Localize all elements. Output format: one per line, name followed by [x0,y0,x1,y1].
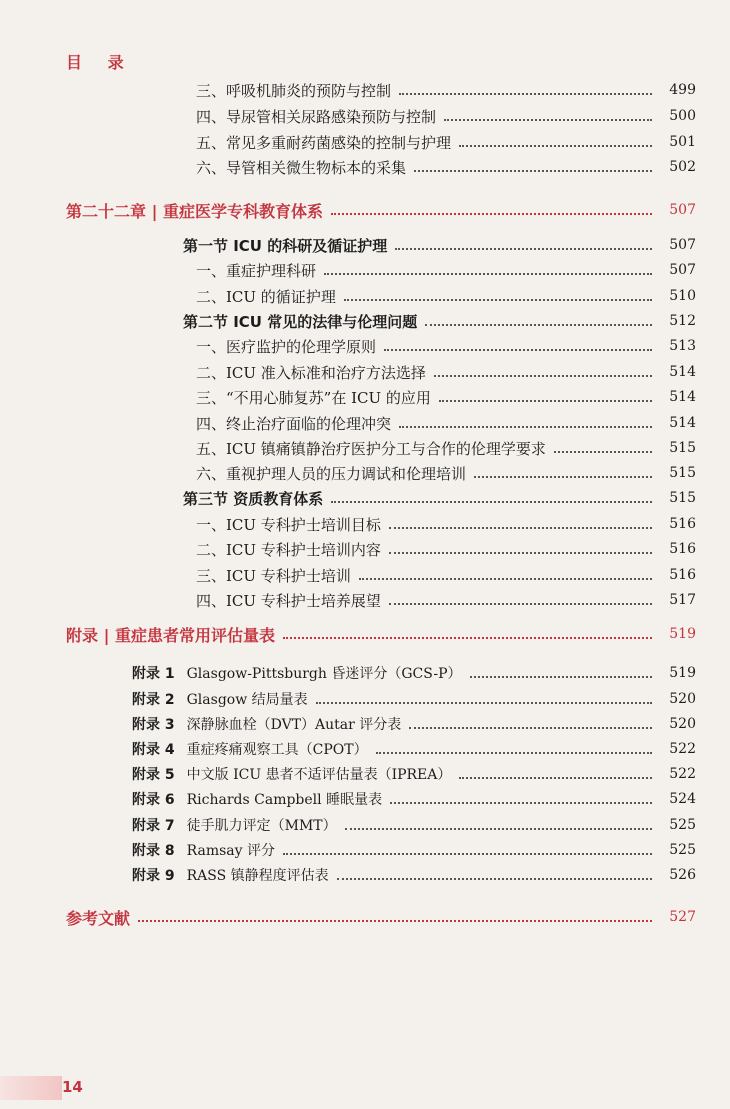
appendix-label: 徒手肌力评定（MMT） [186,818,337,834]
toc-entry-label: 六、导管相关微生物标本的采集 [196,158,407,177]
toc-entry-page: 514 [669,389,696,405]
appendix-entry[interactable] [132,788,696,810]
appendix-number: 附录 8 [132,843,175,859]
appendix-number: 附录 3 [132,717,175,733]
appendix-page: 519 [669,626,696,642]
section-heading[interactable] [183,310,696,332]
appendix-title: 附录 | 重症患者常用评估量表 [66,625,275,645]
dot-leader [554,451,652,453]
appendix-number: 附录 5 [132,767,175,783]
dot-leader [474,476,652,478]
appendix-entry[interactable] [132,864,696,886]
references-heading[interactable] [66,904,696,930]
page-header: 目 录 [66,53,134,72]
dot-leader [384,349,652,351]
toc-entry[interactable] [196,79,696,101]
toc-entry-page: 502 [669,159,696,175]
dot-leader [399,426,652,428]
appendix-page: 519 [669,665,696,681]
toc-entry-label: 一、重症护理科研 [196,261,317,280]
toc-entry-label: 六、重视护理人员的压力调试和伦理培训 [196,464,467,483]
dot-leader [359,578,652,580]
appendix-label: Richards Campbell 睡眠量表 [186,792,383,808]
appendix-page: 525 [669,817,696,833]
toc-entry-label: 三、ICU 专科护士培训 [196,566,351,585]
toc-entry-page: 513 [669,338,696,354]
toc-entry-page: 500 [669,108,696,124]
dot-leader [409,727,652,729]
toc-entry-page: 516 [669,541,696,557]
dot-leader [345,828,652,830]
toc-entry-page: 517 [669,592,696,608]
toc-entry[interactable] [196,131,696,153]
appendix-entry[interactable] [132,738,696,760]
appendix-page: 522 [669,766,696,782]
appendix-number: 附录 7 [132,818,175,834]
toc-entry-label: 一、ICU 专科护士培训目标 [196,515,381,534]
toc-entry[interactable] [196,564,696,586]
chapter-heading[interactable] [66,197,696,223]
toc-entry-label: 五、常见多重耐药菌感染的控制与护理 [196,133,452,152]
toc-entry-page: 507 [669,262,696,278]
appendix-number: 附录 4 [132,742,175,758]
section-title: 第一节 ICU 的科研及循证护理 [183,236,388,255]
dot-leader [395,248,652,250]
toc-entry-label: 二、ICU 准入标准和治疗方法选择 [196,363,426,382]
appendix-number: 附录 9 [132,868,175,884]
toc-entry-page: 515 [669,465,696,481]
appendix-label: RASS 镇静程度评估表 [186,868,329,884]
dot-leader [390,802,652,804]
toc-entry[interactable] [196,259,696,281]
dot-leader [414,170,652,172]
chapter-page: 507 [669,202,696,218]
section-title: 第二节 ICU 常见的法律与伦理问题 [183,312,418,331]
toc-entry-page: 514 [669,415,696,431]
toc-entry-page: 499 [669,82,696,98]
dot-leader [376,752,652,754]
dot-leader [434,375,652,377]
footer-accent-bar [0,1076,62,1100]
toc-entry[interactable] [196,412,696,434]
toc-entry-page: 516 [669,516,696,532]
appendix-entry[interactable] [132,662,696,684]
dot-leader [399,93,652,95]
appendix-page: 522 [669,741,696,757]
section-heading[interactable] [183,234,696,256]
appendix-label: Glasgow-Pittsburgh 昏迷评分（GCS-P） [186,666,462,682]
toc-entry-page: 516 [669,567,696,583]
dot-leader [389,552,652,554]
toc-entry-label: 四、导尿管相关尿路感染预防与控制 [196,107,437,126]
toc-entry-label: 一、医疗监护的伦理学原则 [196,337,377,356]
dot-leader [344,299,652,301]
references-title: 参考文献 [66,908,131,928]
appendix-label: Ramsay 评分 [186,843,275,859]
appendix-entry[interactable] [132,713,696,735]
dot-leader [331,213,652,215]
appendix-entry[interactable] [132,839,696,861]
appendix-number: 附录 2 [132,692,175,708]
appendix-entry[interactable] [132,763,696,785]
toc-entry[interactable] [196,513,696,535]
dot-leader [337,878,652,880]
appendix-entry[interactable] [132,814,696,836]
dot-leader [324,273,652,275]
dot-leader [459,145,652,147]
toc-entry[interactable] [196,156,696,178]
toc-entry-page: 514 [669,364,696,380]
toc-entry-page: 510 [669,288,696,304]
appendix-heading[interactable] [66,621,696,647]
toc-entry-label: 三、“不用心肺复苏”在 ICU 的应用 [196,388,431,407]
toc-entry[interactable] [196,386,696,408]
chapter-title: 第二十二章 | 重症医学专科教育体系 [66,201,323,221]
appendix-label: 中文版 ICU 患者不适评估量表（IPREA） [186,767,452,783]
section-page: 512 [669,313,696,329]
appendix-label: Glasgow 结局量表 [186,692,308,708]
section-title: 第三节 资质教育体系 [183,489,324,508]
toc-entry-label: 二、ICU 专科护士培训内容 [196,540,381,559]
dot-leader [316,702,652,704]
section-heading[interactable] [183,487,696,509]
dot-leader [331,501,652,503]
appendix-page: 525 [669,842,696,858]
appendix-page: 520 [669,716,696,732]
appendix-page: 520 [669,691,696,707]
section-page: 515 [669,490,696,506]
appendix-label: 深静脉血栓（DVT）Autar 评分表 [186,717,402,733]
toc-entry-label: 二、ICU 的循证护理 [196,287,336,306]
toc-entry[interactable] [196,589,696,611]
dot-leader [283,853,652,855]
section-page: 507 [669,237,696,253]
toc-entry-label: 四、ICU 专科护士培养展望 [196,591,381,610]
toc-entry[interactable] [196,538,696,560]
dot-leader [459,777,652,779]
appendix-entry[interactable] [132,688,696,710]
appendix-number: 附录 6 [132,792,175,808]
toc-entry[interactable] [196,105,696,127]
dot-leader [389,603,652,605]
dot-leader [439,400,652,402]
page-number: 14 [62,1078,83,1096]
toc-entry-page: 515 [669,440,696,456]
dot-leader [389,527,652,529]
appendix-label: 重症疼痛观察工具（CPOT） [186,742,368,758]
appendix-page: 526 [669,867,696,883]
dot-leader [470,676,652,678]
toc-entry[interactable] [196,361,696,383]
appendix-number: 附录 1 [132,666,175,682]
references-page: 527 [669,909,696,925]
dot-leader [138,920,652,922]
toc-entry-label: 五、ICU 镇痛镇静治疗医护分工与合作的伦理学要求 [196,439,546,458]
dot-leader [425,324,652,326]
appendix-page: 524 [669,791,696,807]
toc-entry-label: 四、终止治疗面临的伦理冲突 [196,414,392,433]
toc-entry[interactable] [196,462,696,484]
dot-leader [444,119,652,121]
toc-entry[interactable] [196,285,696,307]
toc-entry-label: 三、呼吸机肺炎的预防与控制 [196,81,392,100]
dot-leader [283,637,652,639]
toc-entry[interactable] [196,437,696,459]
toc-entry[interactable] [196,335,696,357]
toc-entry-page: 501 [669,134,696,150]
